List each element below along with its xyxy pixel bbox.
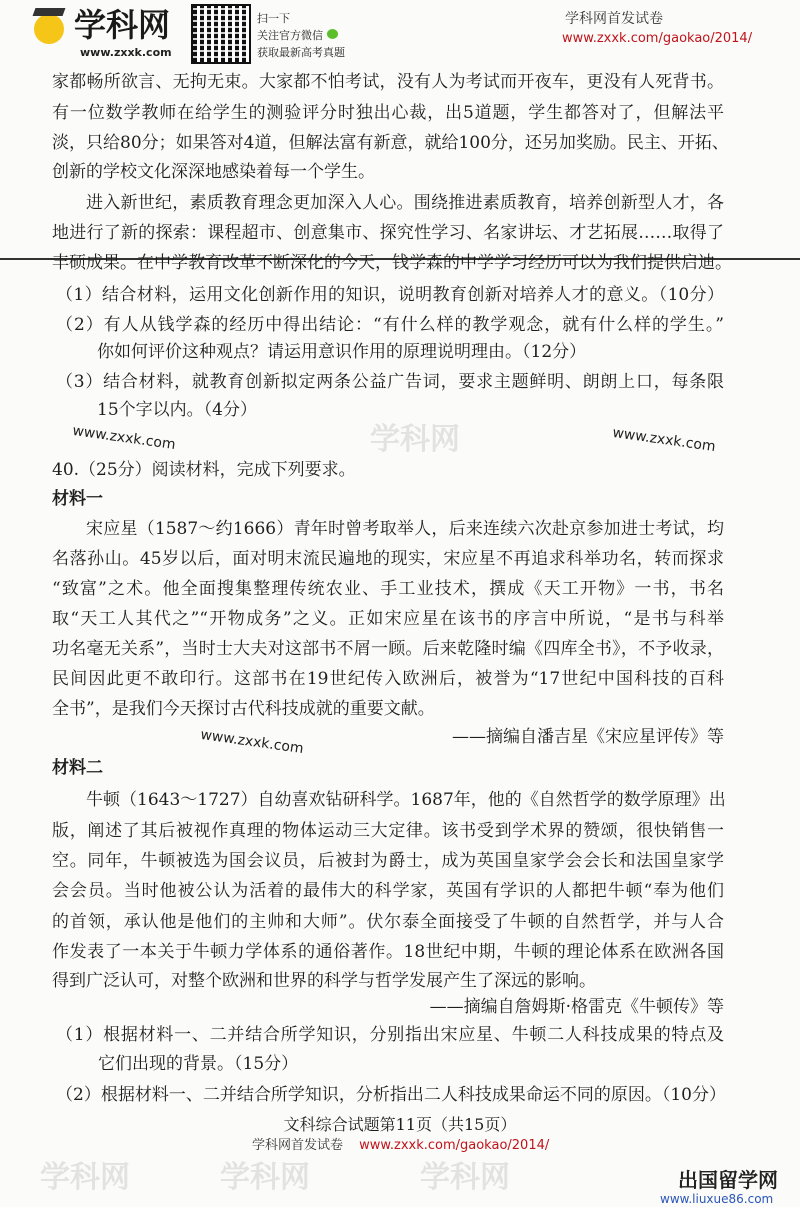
footer-label: 学科网首发试卷 www.zxxk.com/gaokao/2014/ [252, 1138, 550, 1153]
text-line: 得到广泛认可，对整个欧洲和世界的科学与哲学发展产生了深远的影响。 [52, 971, 596, 991]
material-1-source: ——摘编自潘吉星《宋应星评传》等 [452, 727, 724, 747]
watermark-logo: 学科网 [220, 1160, 310, 1195]
header-url[interactable]: www.zxxk.com/gaokao/2014/ [562, 31, 753, 46]
question-item: 15个字以内。（4分） [97, 400, 257, 420]
material-2-label: 材料二 [52, 758, 103, 778]
text-line: 家都畅所欲言、无拘无束。大家都不怕考试，没有人为考试而开夜车，更没有人死背书。 [52, 72, 724, 92]
question-item: （2）根据材料一、二并结合所学知识，分析指出二人科技成果命运不同的原因。（10分） [56, 1085, 726, 1105]
text-line: 淡，只给80分；如果答对4道，但解法富有新意，就给100分，还另加奖励。民主、开拓、 [52, 133, 729, 153]
qr-caption: 扫一下 关注官方微信 获取最新高考真题 [257, 12, 345, 59]
text-line: 版，阐述了其后被视作真理的物体运动三大定律。该书受到学术界的赞颂，很快销售一 [52, 821, 724, 841]
logo-url: www.zxxk.com [80, 46, 172, 59]
text-line: 丰硕成果。在中学教育改革不断深化的今天，钱学森的中学学习经历可以为我们提供启迪。 [52, 253, 732, 273]
page-number: 文科综合试题第11页（共15页） [283, 1115, 517, 1134]
zxxk-logo [32, 4, 182, 59]
question-item: 你如何评价这种观点？请运用意识作用的原理说明理由。（12分） [97, 342, 587, 362]
material-2-source: ——摘编自詹姆斯·格雷克《牛顿传》等 [429, 997, 724, 1017]
question-item: （1）结合材料，运用文化创新作用的知识，说明教育创新对培养人才的意义。（10分） [56, 285, 724, 305]
text-line: 宋应星（1587～约1666）青年时曾考取举人，后来连续六次赴京参加进士考试，均 [86, 519, 724, 539]
text-line: 名落孙山。45岁以后，面对明末流民遍地的现实，宋应星不再追求科举功名，转而探求 [52, 549, 724, 569]
watermark-logo: 学科网 [420, 1160, 510, 1195]
text-line: 作发表了一本关于牛顿力学体系的通俗著作。18世纪中期，牛顿的理论体系在欧洲各国 [52, 942, 724, 962]
watermark-logo: 学科网 [40, 1160, 130, 1195]
material-1-label: 材料一 [52, 489, 103, 509]
text-line: 创新的学校文化深深地感染着每一个学生。 [52, 162, 375, 182]
text-line: 进入新世纪，素质教育理念更加深入人心。围绕推进素质教育，培养创新型人才，各 [86, 193, 724, 213]
text-line: 有一位数学教师在给学生的测验评分时独出心裁，出5道题，学生都答对了，但解法平 [52, 103, 724, 123]
question-title: 40.（25分）阅读材料，完成下列要求。 [52, 460, 356, 480]
text-line: 会会员。当时他被公认为活着的最伟大的科学家，英国有学识的人都把牛顿“奉为他们 [52, 881, 724, 901]
text-line: 功名毫无关系”，当时士大夫对这部书不屑一顾。后来乾隆时编《四库全书》，不予收录， [52, 639, 724, 659]
text-line: 的首领，承认他是他们的主帅和大师”。伏尔泰全面接受了牛顿的自然哲学，并与人合 [52, 912, 724, 932]
qr-code[interactable] [193, 6, 249, 62]
corner-url[interactable]: www.liuxue86.com [660, 1192, 774, 1206]
corner-logo: 出国留学网 [678, 1168, 778, 1192]
wechat-icon [327, 29, 338, 39]
text-line: 全书”，是我们今天探讨古代科技成就的重要文献。 [52, 699, 435, 719]
watermark-logo: 学科网 [370, 422, 460, 457]
question-item: （2）有人从钱学森的经历中得出结论：“有什么样的教学观念，就有什么样的学生。” [56, 315, 724, 335]
question-item: 它们出现的背景。（15分） [98, 1054, 299, 1074]
text-line: “致富”之术。他全面搜集整理传统农业、手工业技术，撰成《天工开物》一书，书名 [52, 579, 724, 599]
mascot-icon [34, 14, 64, 44]
watermark: www.zxxk.com [611, 424, 717, 456]
logo-text: 学科网 [74, 6, 171, 44]
question-item: （3）结合材料，就教育创新拟定两条公益广告词，要求主题鲜明、朗朗上口，每条限 [56, 372, 724, 392]
footer-url[interactable]: www.zxxk.com/gaokao/2014/ [359, 1138, 550, 1153]
watermark: www.zxxk.com [199, 726, 305, 758]
text-line: 取“天工人其代之”“开物成务”之义。正如宋应星在该书的序言中所说，“是书与科举 [52, 609, 724, 629]
text-line: 地进行了新的探索：课程超市、创意集市、探究性学习、名家讲坛、才艺拓展……取得了 [52, 223, 724, 243]
graduation-cap-icon [33, 8, 66, 16]
text-line: 牛顿（1643～1727）自幼喜欢钻研科学。1687年，他的《自然哲学的数学原理》出 [86, 790, 726, 810]
text-line: 空。同年，牛顿被选为国会议员，后被封为爵士，成为英国皇家学会会长和法国皇家学 [52, 851, 724, 871]
text-line: 民间因此更不敢印行。这部书在19世纪传入欧洲后，被誉为“17世纪中国科技的百科 [52, 669, 724, 689]
question-item: （1）根据材料一、二并结合所学知识，分别指出宋应星、牛顿二人科技成果的特点及 [56, 1025, 724, 1045]
watermark: www.zxxk.com [71, 422, 177, 454]
header-title: 学科网首发试卷 [565, 11, 663, 27]
